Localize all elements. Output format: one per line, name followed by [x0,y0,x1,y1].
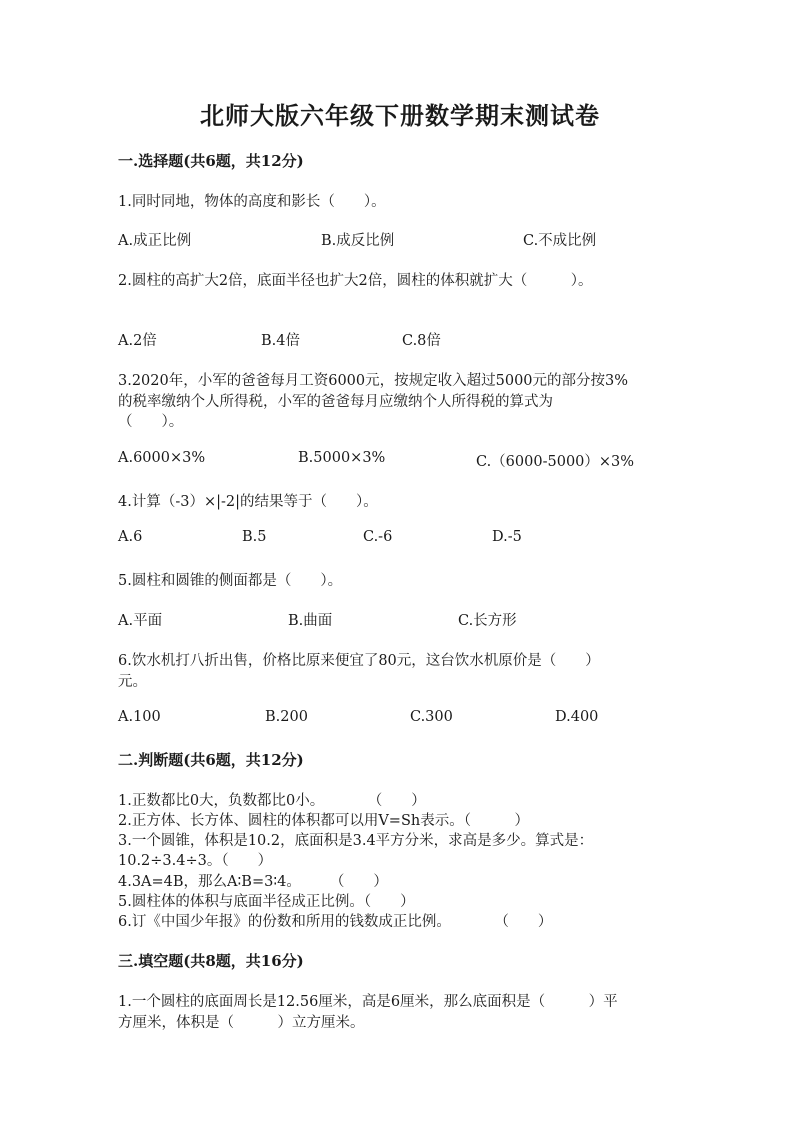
option-c: C.8倍 [402,333,441,349]
judgment-item: 10.2÷3.4÷3。（ ） [118,853,273,869]
question-text: 4.计算（-3）×|-2|的结果等于（ ）。 [118,494,378,510]
section-heading-choice: 一.选择题(共6题，共12分) [118,152,304,170]
option-a: A.2倍 [118,333,157,349]
option-a: A.6000×3% [118,450,206,466]
option-d: D.400 [555,709,599,725]
option-a: A.平面 [118,613,163,629]
judgment-item: 2.正方体、长方体、圆柱的体积都可以用V=Sh表示。（ ） [118,813,529,829]
question-text: 5.圆柱和圆锥的侧面都是（ ）。 [118,573,343,589]
option-c: C.不成比例 [523,233,597,249]
judgment-item: 3.一个圆锥，体积是10.2，底面积是3.4平方分米，求高是多少。算式是： [118,833,594,849]
question-text: 2.圆柱的高扩大2倍，底面半径也扩大2倍，圆柱的体积就扩大（ ）。 [118,273,593,289]
option-d: D.-5 [492,529,522,545]
judgment-item: 5.圆柱体的体积与底面半径成正比例。（ ） [118,894,415,910]
option-b: B.4倍 [261,333,300,349]
judgment-item: 4.3A=4B，那么A∶B=3∶4。 （ ） [118,874,388,890]
question-text: 1.同时同地，物体的高度和影长（ ）。 [118,194,386,210]
options-row [118,529,718,551]
option-b: B.200 [265,709,308,725]
judgment-item: 6.订《中国少年报》的份数和所用的钱数成正比例。 （ ） [118,914,553,930]
option-b: B.5000×3% [298,450,386,466]
question-text: 1.一个圆柱的底面周长是12.56厘米，高是6厘米，那么底面积是（ ）平 [118,994,618,1010]
judgment-item: 1.正数都比0大，负数都比0小。 （ ） [118,793,426,809]
option-c: C.300 [410,709,453,725]
options-row [118,229,718,251]
page-title: 北师大版六年级下册数学期末测试卷 [200,101,600,130]
question-text: （ ）。 [118,414,184,430]
options-row [118,450,718,472]
question-text: 6.饮水机打八折出售，价格比原来便宜了80元，这台饮水机原价是（ ） [118,653,600,669]
options-row [118,709,718,731]
option-b: B.曲面 [288,613,333,629]
question-text: 的税率缴纳个人所得税，小军的爸爸每月应缴纳个人所得税的算式为 [118,394,553,410]
options-row [118,609,718,631]
option-b: B.成反比例 [321,233,395,249]
section-heading-fill: 三.填空题(共8题，共16分) [118,952,304,970]
question-text: 元。 [118,674,147,690]
option-b: B.5 [242,529,267,545]
option-c: C.-6 [363,529,393,545]
option-a: A.100 [118,709,161,725]
option-c: C.（6000-5000）×3% [476,454,635,470]
question-text: 方厘米，体积是（ ）立方厘米。 [118,1015,365,1031]
section-heading-judgment: 二.判断题(共6题，共12分) [118,751,304,769]
question-text: 3.2020年，小军的爸爸每月工资6000元，按规定收入超过5000元的部分按3% [118,373,629,389]
options-row [118,329,718,351]
option-a: A.6 [118,529,143,545]
option-c: C.长方形 [458,613,517,629]
option-a: A.成正比例 [118,233,192,249]
